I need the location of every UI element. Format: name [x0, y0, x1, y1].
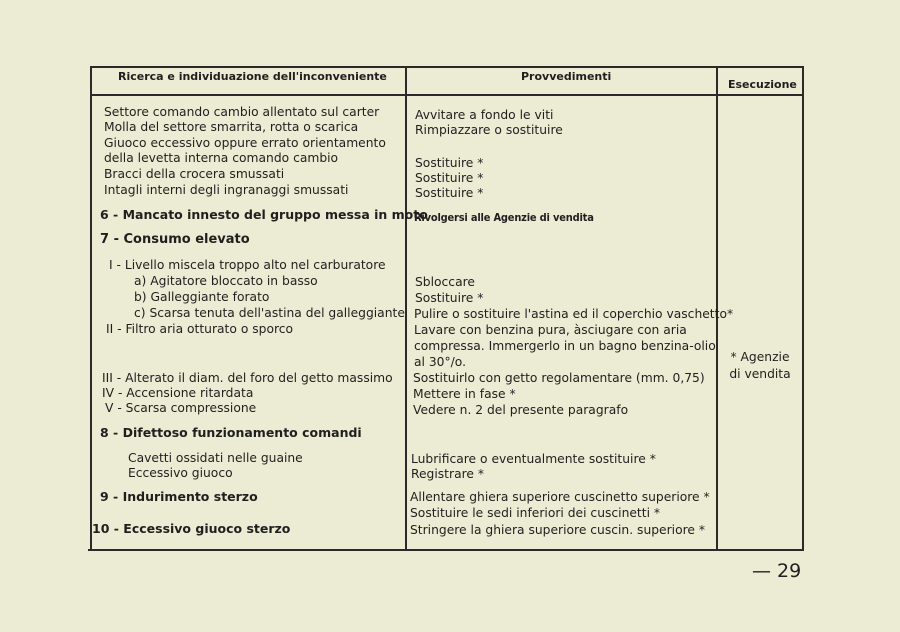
action-line: Mettere in fase *	[413, 387, 516, 401]
page-number: — 29	[752, 560, 802, 582]
cause-line: I - Livello miscela troppo alto nel carburatore	[109, 258, 386, 272]
action-line-bold: Rivolgersi alle Agenzie di vendita	[414, 211, 594, 224]
cause-line: a) Agitatore bloccato in basso	[134, 274, 318, 288]
action-line: Sostituire le sedi inferiori dei cuscinetti *	[410, 506, 661, 520]
cause-line: III - Alterato il diam. del foro del getto massimo	[102, 371, 393, 385]
header-search: Ricerca e individuazione dell'inconveniente	[118, 70, 387, 83]
action-line: Lubrificare o eventualmente sostituire *	[411, 452, 656, 466]
section-heading-9: 9 - Indurimento sterzo	[100, 489, 258, 504]
header-divider	[90, 94, 804, 96]
section-heading-8: 8 - Difettoso funzionamento comandi	[100, 425, 362, 440]
cause-line: Intagli interni degli ingranaggi smussati	[104, 183, 349, 197]
cause-line: V - Scarsa compressione	[105, 401, 257, 415]
action-line: al 30°/o.	[414, 355, 467, 369]
action-line: Sbloccare	[415, 275, 475, 289]
cause-line: Giuoco eccessivo oppure errato orientamento	[104, 136, 386, 150]
execution-line: * Agenzie	[730, 350, 790, 364]
action-line: Vedere n. 2 del presente paragrafo	[413, 403, 629, 417]
cause-line: Molla del settore smarrita, rotta o scarica	[104, 120, 359, 134]
table-left-border	[90, 66, 92, 550]
header-actions: Provvedimenti	[521, 70, 612, 83]
action-line: Stringere la ghiera superiore cuscin. superiore *	[410, 523, 706, 537]
action-line: Sostituire *	[415, 291, 484, 305]
table-right-border	[802, 66, 804, 550]
action-line: Sostituire *	[415, 186, 484, 200]
cause-line: della levetta interna comando cambio	[104, 151, 339, 165]
action-line: Avvitare a fondo le viti	[415, 108, 554, 122]
cause-line: IV - Accensione ritardata	[102, 386, 254, 400]
action-line: Pulire o sostituire l'astina ed il coperchio vaschetto*	[414, 307, 734, 321]
action-line: Allentare ghiera superiore cuscinetto superiore *	[410, 490, 710, 504]
cause-line: c) Scarsa tenuta dell'astina del galleggiante	[134, 306, 405, 320]
cause-line: Eccessivo giuoco	[128, 466, 233, 480]
action-line: Sostituire *	[415, 171, 484, 185]
action-line: Lavare con benzina pura, àsciugare con aria	[414, 323, 687, 337]
action-line: Sostituirlo con getto regolamentare (mm. 0,75)	[413, 371, 705, 385]
cause-line: Bracci della crocera smussati	[104, 167, 285, 181]
execution-line: di vendita	[729, 367, 791, 381]
header-execution: Esecuzione	[728, 78, 797, 91]
action-line: compressa. Immergerlo in un bagno benzina-olio	[414, 339, 716, 353]
column-divider-1	[405, 66, 407, 550]
table-top-border	[90, 66, 804, 68]
section-heading-7: 7 - Consumo elevato	[100, 232, 250, 247]
cause-line: b) Galleggiante forato	[134, 290, 270, 304]
section-heading-10: 10 - Eccessivo giuoco sterzo	[92, 521, 291, 536]
cause-line: Settore comando cambio allentato sul carter	[104, 105, 380, 119]
action-line: Registrare *	[411, 467, 485, 481]
section-heading-6: 6 - Mancato innesto del gruppo messa in moto	[100, 207, 428, 222]
action-line: Sostituire *	[415, 156, 484, 170]
cause-line: Cavetti ossidati nelle guaine	[128, 451, 303, 465]
cause-line: II - Filtro aria otturato o sporco	[106, 322, 294, 336]
table-bottom-border	[88, 549, 804, 551]
action-line: Rimpiazzare o sostituire	[415, 123, 563, 137]
execution-note	[722, 349, 798, 383]
